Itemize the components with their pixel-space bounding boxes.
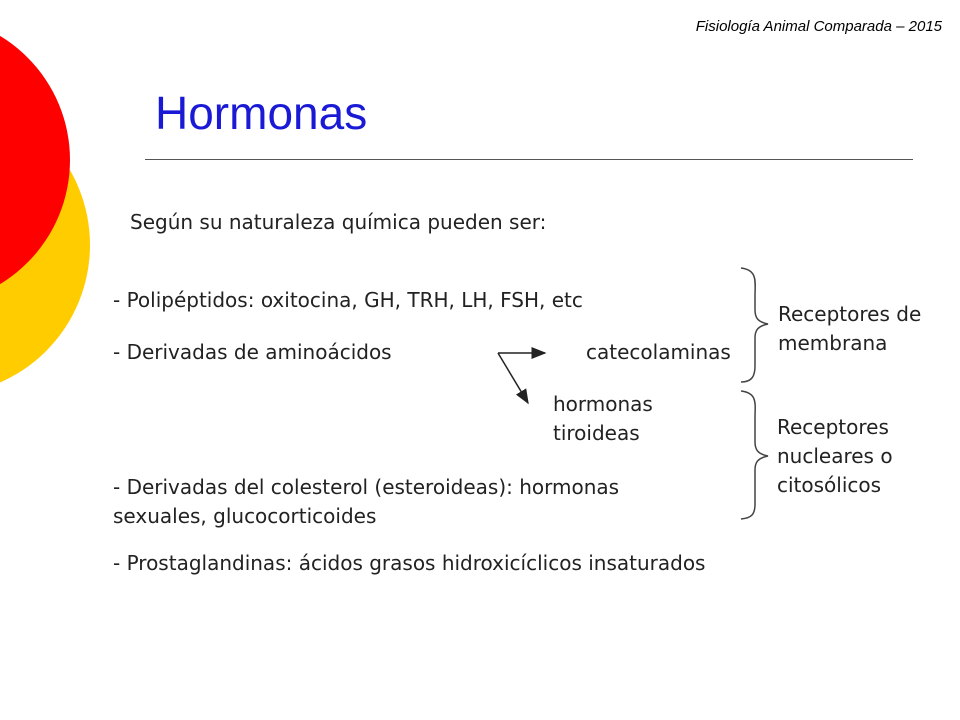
- item-tiroideas-line2: tiroideas: [553, 421, 640, 445]
- item-colesterol-line2: sexuales, glucocorticoides: [113, 504, 377, 528]
- receptor-membrane-line1: Receptores de: [778, 302, 922, 326]
- course-header: Fisiología Animal Comparada – 2015: [695, 18, 942, 35]
- item-prostaglandinas: - Prostaglandinas: ácidos grasos hidroxicíclicos insaturados: [113, 551, 706, 575]
- arrow-to-tiroideas: [498, 353, 528, 403]
- brace-membrane: [741, 268, 768, 382]
- receptor-membrane-line2: membrana: [778, 331, 888, 355]
- brace-nuclear: [741, 391, 768, 519]
- title-divider: [145, 159, 913, 160]
- item-colesterol-line1: - Derivadas del colesterol (esteroideas): hormonas: [113, 475, 620, 499]
- item-catecolaminas: catecolaminas: [586, 340, 731, 364]
- intro-text: Según su naturaleza química pueden ser:: [130, 210, 547, 234]
- item-polipeptidos: - Polipéptidos: oxitocina, GH, TRH, LH, FSH, etc: [113, 288, 583, 312]
- receptor-nuclear-line2: nucleares o: [777, 444, 893, 468]
- receptor-nuclear-line3: citosólicos: [777, 473, 882, 497]
- receptor-nuclear-line1: Receptores: [777, 415, 889, 439]
- slide-title: Hormonas: [155, 87, 368, 139]
- item-aminoacidos: - Derivadas de aminoácidos: [113, 340, 392, 364]
- item-tiroideas-line1: hormonas: [553, 392, 653, 416]
- decorative-circles: [0, 0, 120, 400]
